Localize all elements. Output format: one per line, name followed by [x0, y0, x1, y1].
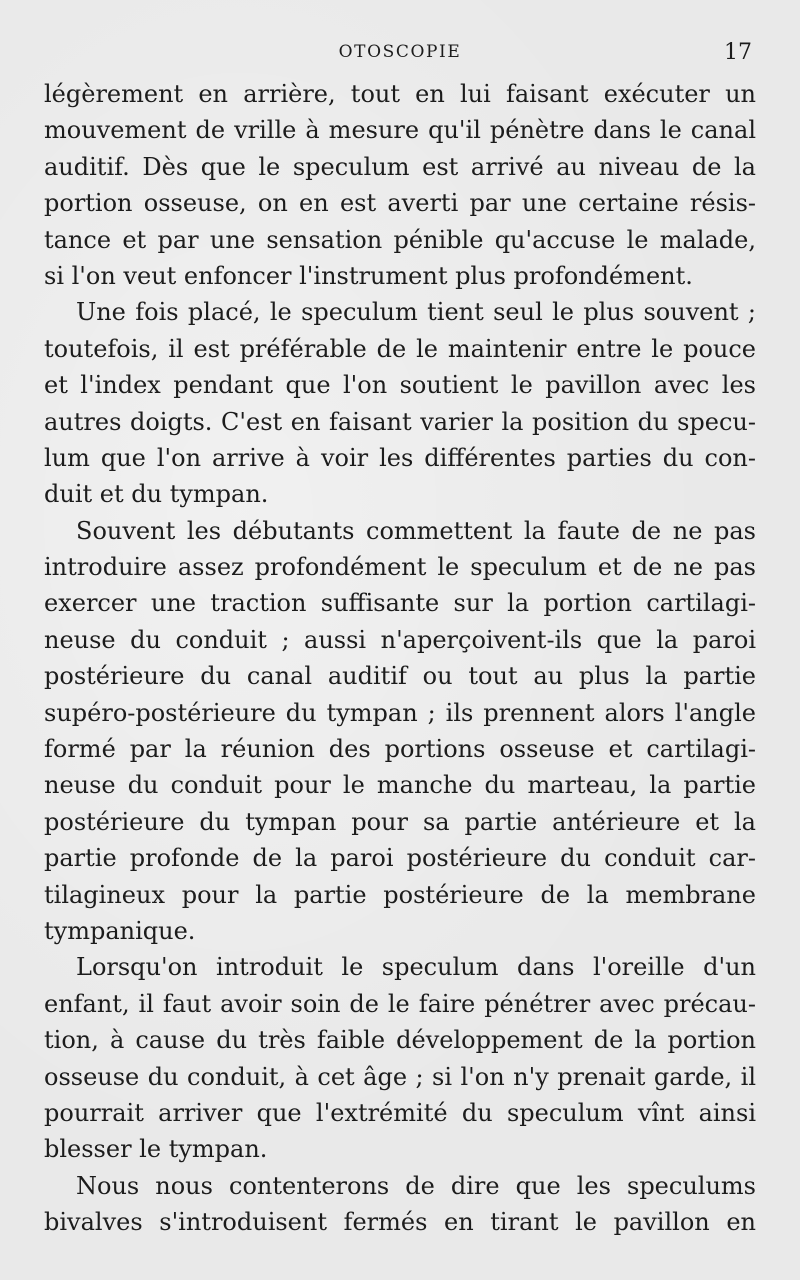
- text-line: auditif. Dès que le speculum est arrivé au niveau de la: [44, 152, 756, 181]
- text-line: autres doigts. C'est en faisant varier la position du specu-: [44, 407, 756, 436]
- page-header: [40, 40, 760, 70]
- text-line: supéro-postérieure du tympan ; ils prennent alors l'angle: [44, 698, 756, 727]
- text-line: osseuse du conduit, à cet âge ; si l'on n'y prenait garde, il: [44, 1062, 756, 1091]
- paragraph: [44, 76, 756, 294]
- text-line: introduire assez profondément le speculum et de ne pas: [44, 553, 756, 582]
- text-line: enfant, il faut avoir soin de le faire pénétrer avec précau-: [44, 989, 756, 1018]
- text-line: Souvent les débutants commettent la faute de ne pas: [76, 516, 756, 545]
- text-line: neuse du conduit pour le manche du marteau, la partie: [44, 771, 756, 800]
- page-number: 17: [724, 40, 752, 65]
- text-line: bivalves s'introduisent fermés en tirant le pavillon en: [44, 1208, 756, 1237]
- paragraph: [44, 1168, 756, 1241]
- paragraph: [44, 949, 756, 1167]
- text-line: toutefois, il est préférable de le maintenir entre le pouce: [44, 334, 756, 363]
- text-line: tance et par une sensation pénible qu'accuse le malade,: [44, 225, 756, 254]
- text-line: portion osseuse, on en est averti par une certaine résis-: [44, 189, 756, 218]
- text-line: exercer une traction suffisante sur la portion cartilagi-: [44, 589, 756, 618]
- text-line: neuse du conduit ; aussi n'aperçoivent-ils que la paroi: [44, 625, 756, 654]
- text-line: postérieure du canal auditif ou tout au plus la partie: [44, 662, 756, 691]
- text-line: blesser le tympan.: [44, 1135, 268, 1164]
- text-line: si l'on veut enfoncer l'instrument plus profondément.: [44, 261, 693, 290]
- text-line: tympanique.: [44, 916, 196, 945]
- text-line: duit et du tympan.: [44, 480, 269, 509]
- text-line: tion, à cause du très faible développement de la portion: [44, 1026, 756, 1055]
- body-text: [44, 76, 756, 1241]
- text-line: pourrait arriver que l'extrémité du speculum vînt ainsi: [44, 1098, 756, 1127]
- text-line: postérieure du tympan pour sa partie antérieure et la: [44, 807, 756, 836]
- text-line: tilagineux pour la partie postérieure de la membrane: [44, 880, 756, 909]
- text-line: mouvement de vrille à mesure qu'il pénètre dans le canal: [44, 116, 756, 145]
- text-line: et l'index pendant que l'on soutient le pavillon avec les: [44, 371, 756, 400]
- text-line: légèrement en arrière, tout en lui faisant exécuter un: [44, 80, 756, 108]
- text-line: formé par la réunion des portions osseuse et cartilagi-: [44, 735, 756, 764]
- paragraph: [44, 294, 756, 512]
- text-line: Nous nous contenterons de dire que les speculums: [76, 1171, 756, 1200]
- text-line: partie profonde de la paroi postérieure du conduit car-: [44, 844, 756, 873]
- paragraph: [44, 513, 756, 950]
- text-line: Une fois placé, le speculum tient seul le plus souvent ;: [76, 298, 756, 327]
- text-line: Lorsqu'on introduit le speculum dans l'oreille d'un: [76, 953, 756, 982]
- text-line: lum que l'on arrive à voir les différentes parties du con-: [44, 443, 756, 472]
- running-head: OTOSCOPIE: [338, 42, 462, 62]
